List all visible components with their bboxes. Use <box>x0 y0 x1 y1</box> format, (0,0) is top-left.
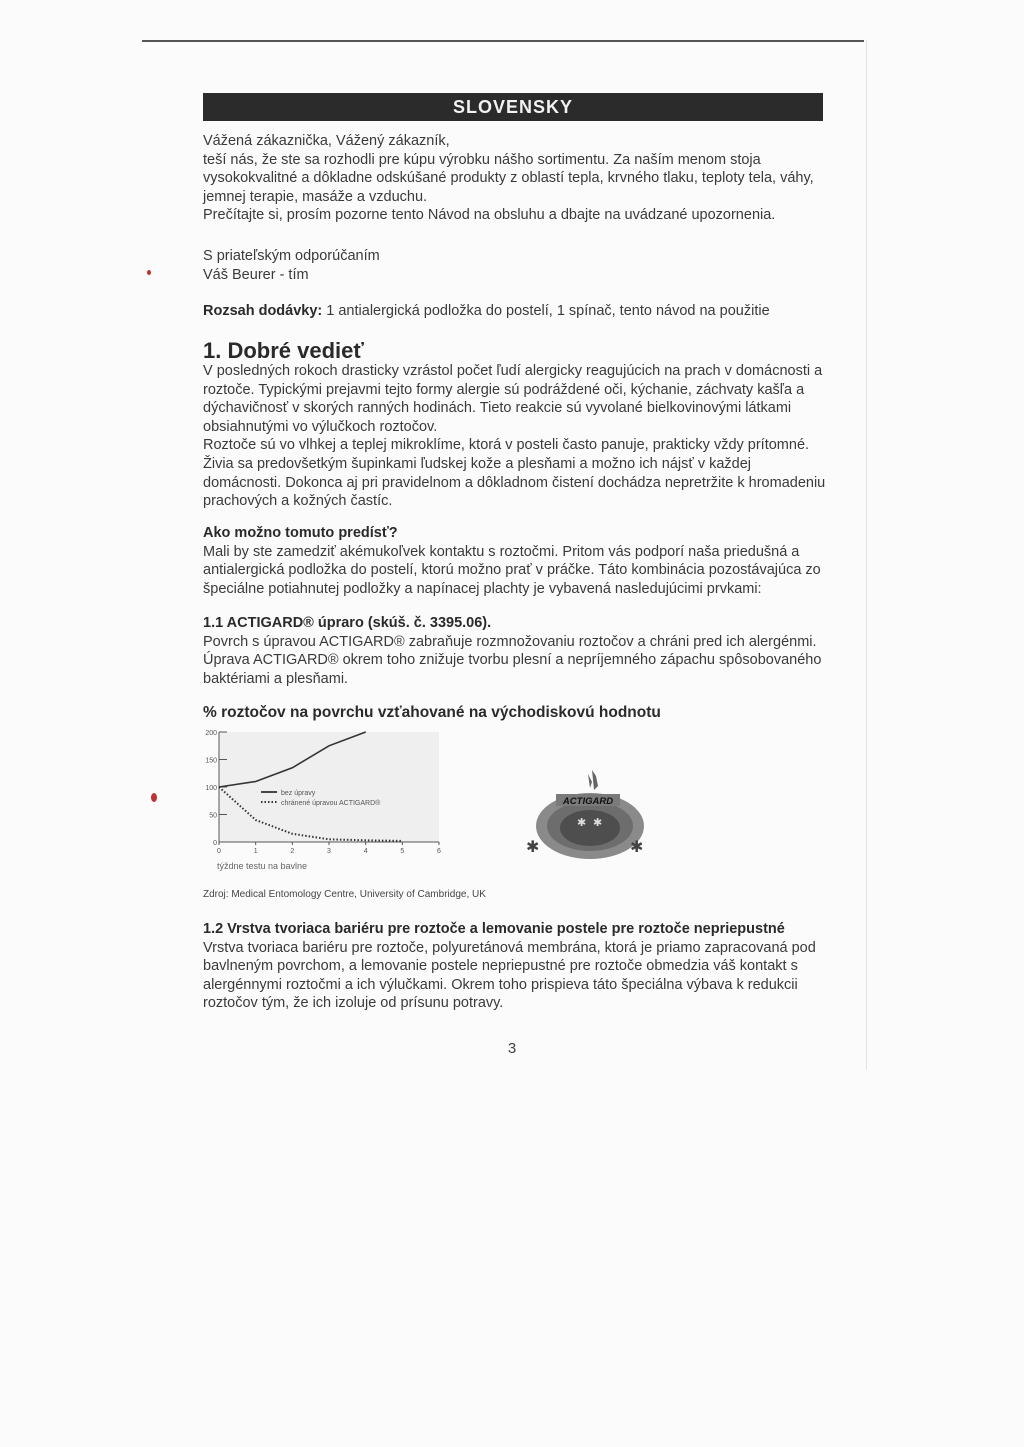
greeting: Vážená zákaznička, Vážený zákazník, <box>203 133 450 149</box>
x-tick-label: 5 <box>400 848 405 855</box>
x-tick-label: 1 <box>253 848 258 855</box>
closing: S priateľským odporúčaním <box>203 248 380 264</box>
mite-icon: ✱ <box>630 839 644 856</box>
section1-heading: 1. Dobré vedieť <box>203 338 364 363</box>
y-tick-label: 100 <box>205 785 217 792</box>
x-axis-label: týždne testu na bavlne <box>217 861 308 871</box>
section12-paragraph: Vrstva tvoriaca bariéru pre roztoče, polyuretánová membrána, ktorá je priamo zapracovaná pod bavlneným povrchom, a lemovanie postele nepriepustné pre roztoče obmedzia váš kontakt s alergénnymi roztočmi a ich výlučkami. Okrem toho prispieva táto špeciálna výbava k redukcii roztočov tým, že ich izoluje od prísunu potravy. <box>203 939 816 1012</box>
x-tick-label: 4 <box>363 848 368 855</box>
badge-flag-icon <box>588 770 598 790</box>
section1-body <box>203 362 828 511</box>
scan-speck <box>151 793 157 802</box>
prevention-heading: Ako možno tomuto predísť? <box>203 525 398 541</box>
x-tick-label: 3 <box>327 848 331 855</box>
section1-paragraph1: V posledných rokoch drasticky vzrástol počet ľudí alergicky reagujúcich na prach v domácnosti a roztoče. Typickými prejavmi tejto formy alergie sú podráždené oči, kýchanie, záchvaty kašľa a dýchavičnosť v skorých ranných hodinách. Tieto reakcie sú vyvolané bielkovinovými látkami obsiahnutými vo výlučkoch roztočov. <box>203 363 823 435</box>
y-tick-label: 150 <box>205 757 217 765</box>
mite-icon: ✱ <box>526 839 540 856</box>
delivery-section <box>203 302 828 321</box>
y-tick-label: 50 <box>209 812 217 820</box>
legend-dotted-label: chránené úpravou ACTIGARD® <box>281 800 381 807</box>
mite-chart <box>195 722 455 874</box>
prevention-paragraph: Mali by ste zamedziť akémukoľvek kontaktu s roztočmi. Pritom vás podporí naša priedušná a antialergická podložka do postelí, ktorú možno prať v práčke. Táto kombinácia pozostávajúca zo špeciálne potiahnutej podložky a napínacej plachty je vybavená nasledujúcimi prvkami: <box>203 543 821 597</box>
mite-icon: ✱ <box>577 817 587 829</box>
section1-paragraph2: Roztoče sú vo vlhkej a teplej mikroklíme, ktorá v posteli často panuje, prakticky vždy prítomné. Živia sa predovšetkým šupinkami ľudskej kože a plesňami a možno ich nájsť v každej domácnosti. Dokonca aj pri pravidelnom a dôkladnom čistení dochádza nepretržite k hromadeniu prachových a kožných častíc. <box>203 437 826 510</box>
delivery-label: Rozsah dodávky: <box>203 303 323 319</box>
intro-section <box>203 132 828 225</box>
intro-instruction: Prečítajte si, prosím pozorne tento Návod na obsluhu a dbajte na uvádzané upozornenia. <box>203 207 776 224</box>
y-tick-label: 200 <box>205 730 217 737</box>
section12-heading: 1.2 Vrstva tvoriaca bariéru pre roztoče a lemovanie postele pre roztoče nepriepustné <box>203 921 785 937</box>
intro-paragraph: teší nás, že ste sa rozhodli pre kúpu výrobku nášho sortimentu. Za naším menom stoja vysokokvalitné a dôkladne odskúšané produkty z oblastí tepla, krvného tlaku, teploty tela, váhy, jemnej terapie, masáže a vzduchu. <box>203 151 814 205</box>
badge-brand: ACTIGARD <box>562 796 614 807</box>
prevention-section <box>203 524 828 598</box>
badge-core <box>560 810 620 846</box>
scan-speck <box>147 270 151 275</box>
closing-section <box>203 247 828 284</box>
top-rule <box>142 40 864 42</box>
section12 <box>203 920 828 1013</box>
source-note: Zdroj: Medical Entomology Centre, University of Cambridge, UK <box>203 889 486 900</box>
page-edge <box>866 40 867 1070</box>
delivery-text: 1 antialergická podložka do postelí, 1 spínač, tento návod na použitie <box>322 303 770 319</box>
section11-paragraph: Povrch s úpravou ACTIGARD® zabraňuje rozmnožovaniu roztočov a chráni pred ich alergénmi. Úprava ACTIGARD® okrem toho znižuje tvorbu plesní a nepríjemného zápachu spôsobovaného baktériami a plesňami. <box>203 633 822 687</box>
language-banner: SLOVENSKY <box>203 93 823 121</box>
y-tick-label: 0 <box>213 840 217 847</box>
section11 <box>203 614 828 688</box>
section11-heading: 1.1 ACTIGARD® úpraro (skúš. č. 3395.06). <box>203 615 492 631</box>
x-tick-label: 2 <box>290 848 295 855</box>
signature: Váš Beurer - tím <box>203 266 309 283</box>
actigard-badge <box>528 768 658 863</box>
chart-title: % roztočov na povrchu vzťahované na východiskovú hodnotu <box>203 704 661 721</box>
plot-area <box>219 732 439 842</box>
legend-solid-label: bez úpravy <box>281 790 316 797</box>
x-tick-label: 6 <box>437 848 441 855</box>
x-tick-label: 0 <box>217 848 221 855</box>
mite-icon: ✱ <box>593 817 603 829</box>
page-number: 3 <box>507 1040 517 1057</box>
